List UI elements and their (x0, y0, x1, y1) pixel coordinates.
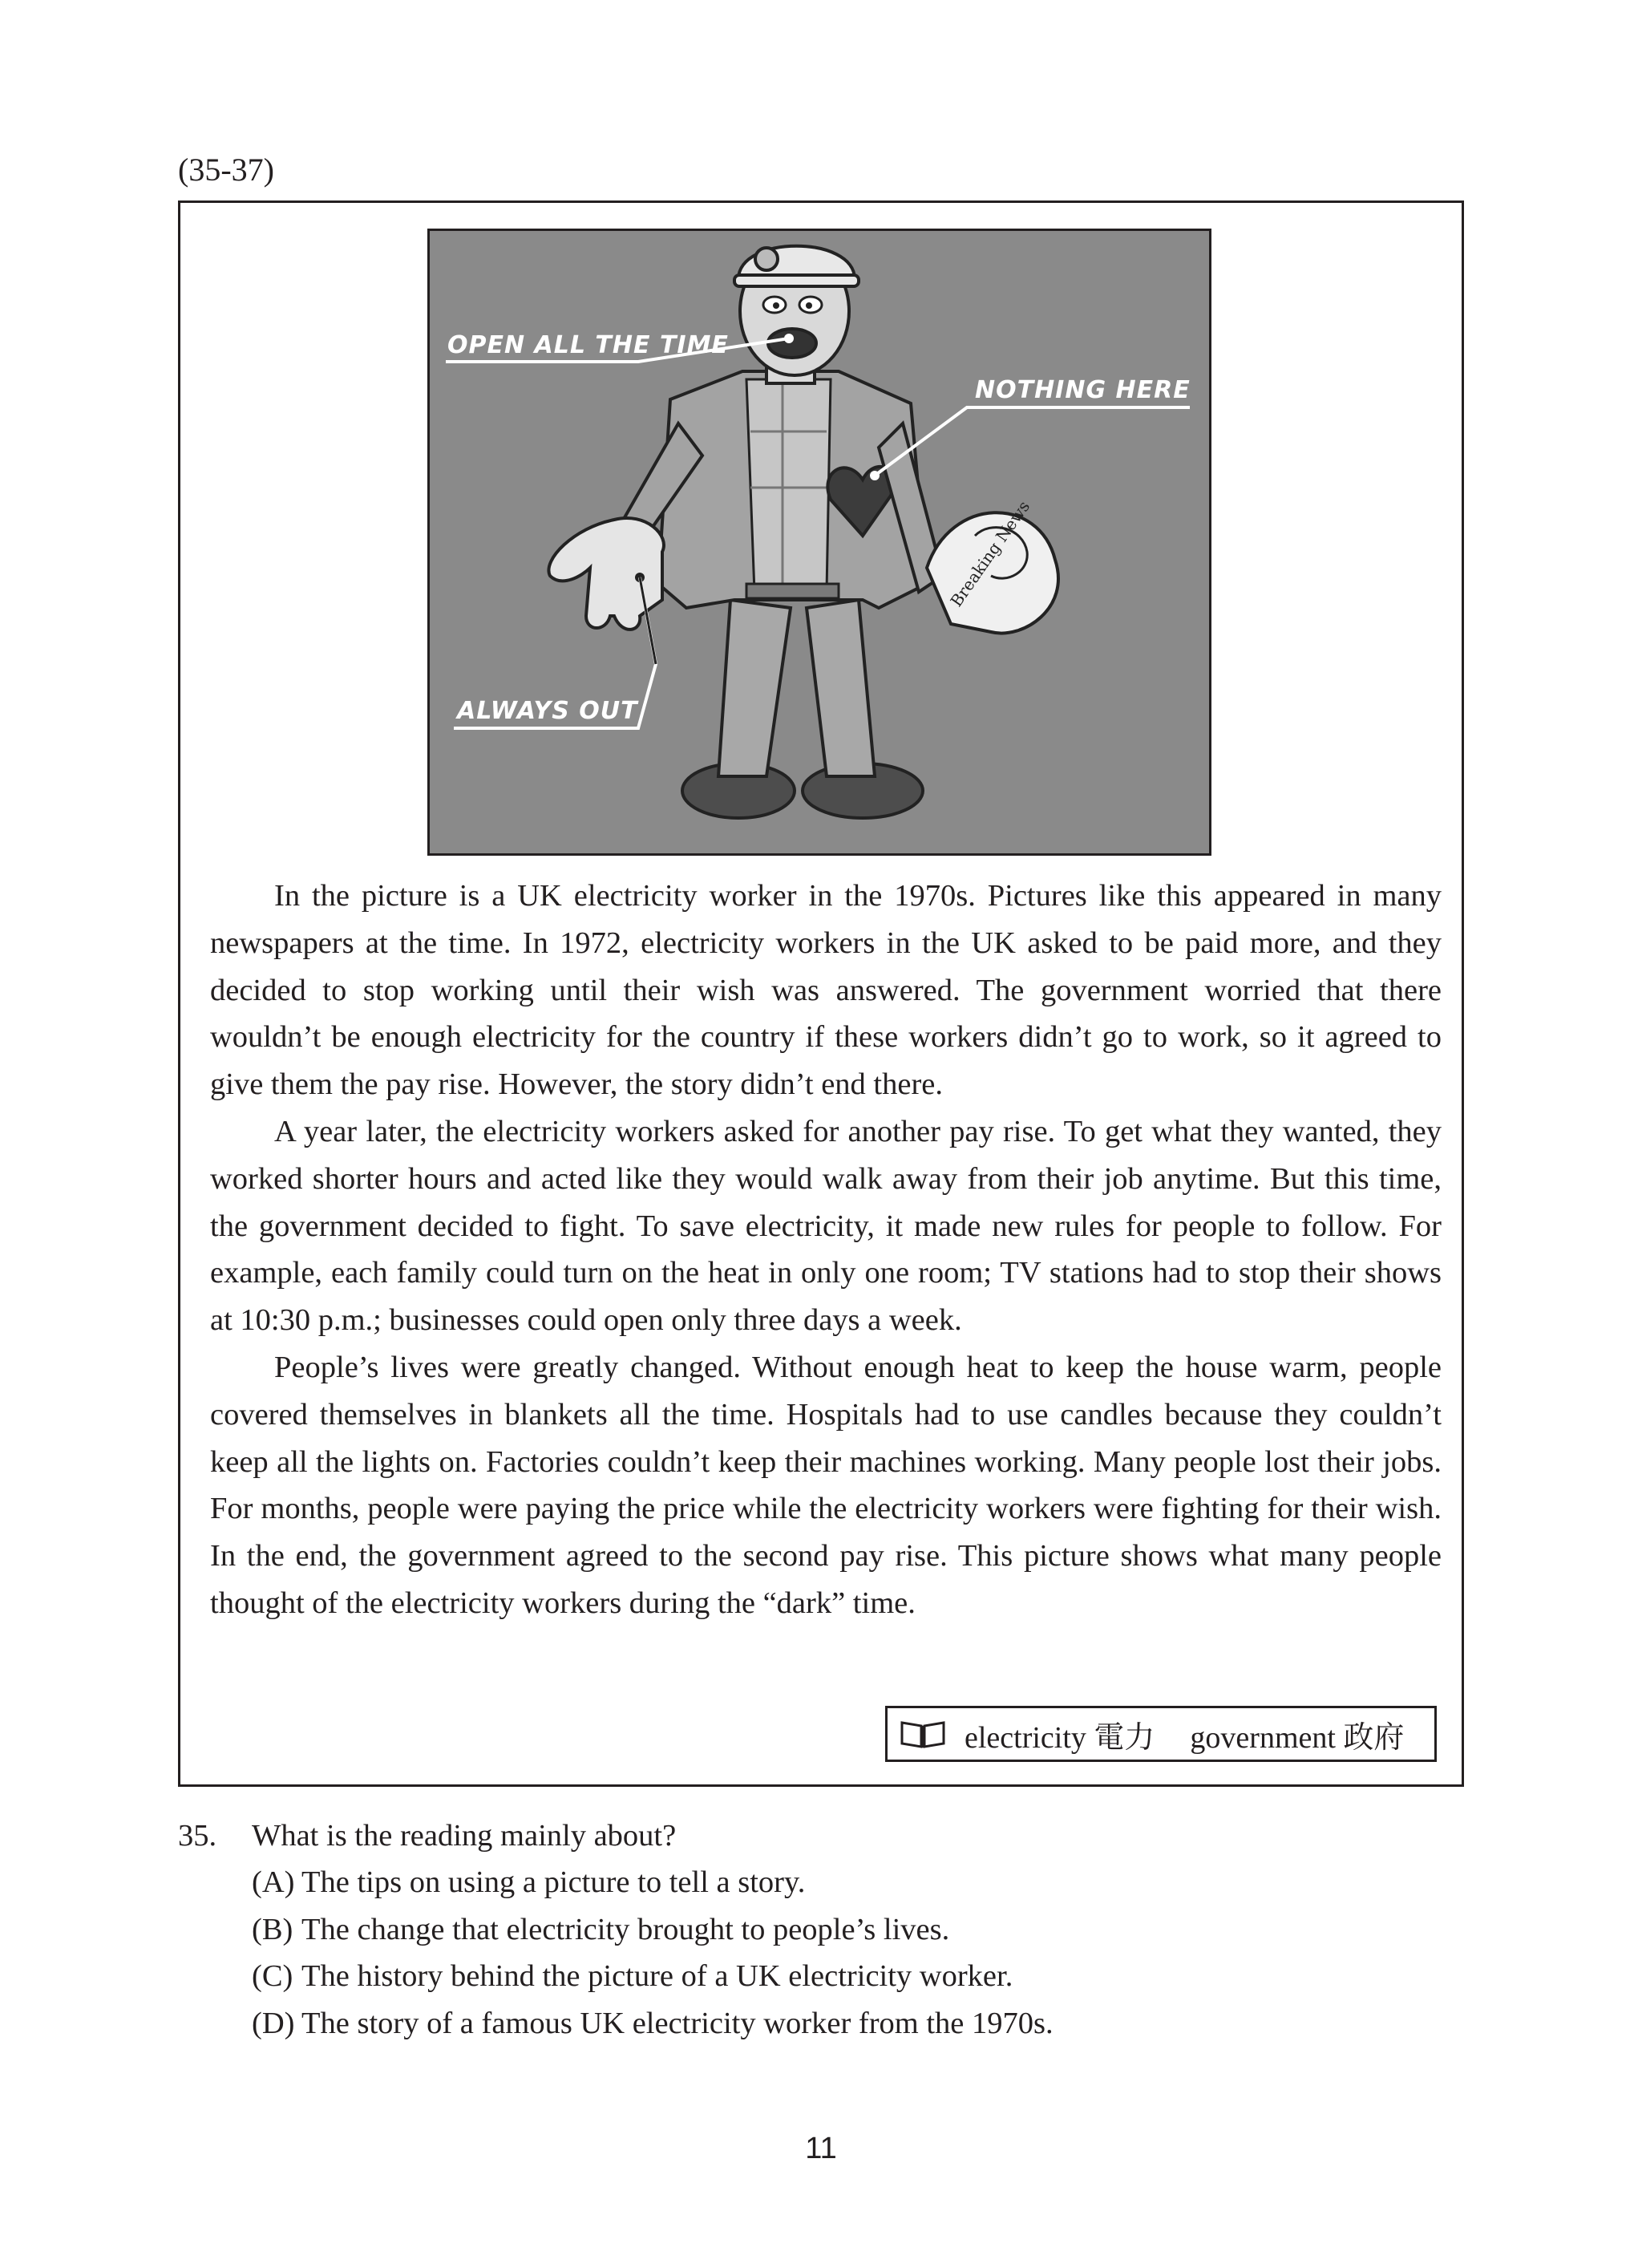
page-number: 11 (805, 2132, 837, 2165)
option-d[interactable] (252, 2000, 1054, 2047)
vocabulary-glossary (885, 1706, 1437, 1762)
option-a[interactable] (252, 1859, 1054, 1906)
book-icon (899, 1718, 947, 1750)
question-range: (35-37) (178, 152, 274, 188)
worker-cartoon-illustration (427, 229, 1211, 856)
option-text: The tips on using a picture to tell a story. (301, 1865, 806, 1899)
option-c[interactable] (252, 1953, 1054, 2000)
question-35 (178, 1812, 676, 1860)
option-text: The change that electricity brought to people’s lives. (301, 1912, 950, 1946)
newspaper-headline: Breaking News (946, 496, 1034, 610)
glossary-term-government: government 政府 (1190, 1720, 1405, 1755)
reading-passage (210, 873, 1442, 1627)
option-text: The story of a famous UK electricity worker from the 1970s. (301, 2006, 1054, 2040)
callout-nothing-here: NOTHING HERE (975, 376, 1191, 404)
answer-options (252, 1859, 1054, 2047)
question-text: What is the reading mainly about? (252, 1819, 677, 1853)
callout-open-all-the-time: OPEN ALL THE TIME (447, 331, 729, 359)
passage-paragraph-1: In the picture is a UK electricity worker in the 1970s. Pictures like this appeared in many newspapers at the time. In 1972, electricity workers in the UK asked to be paid more, and they decided to stop working until their wish was answered. The government worried that there wouldn’t be enough electricity for the country if these workers didn’t go to work, so it agreed to give them the pay rise. However, the story didn’t end there. (210, 879, 1442, 1102)
glossary-term-electricity: electricity 電力 (965, 1720, 1155, 1755)
question-number: 35. (178, 1819, 217, 1853)
option-b[interactable] (252, 1906, 1054, 1954)
passage-paragraph-2: A year later, the electricity workers asked for another pay rise. To get what they wanted, they worked shorter hours and acted like they would walk away from their job anytime. But this time, the government decided to fight. To save electricity, it made new rules for people to follow. For example, each family could turn on the heat in only one room; TV stations had to stop their shows at 10:30 p.m.; businesses could open only three days a week. (210, 1114, 1442, 1338)
callout-always-out: ALWAYS OUT (457, 697, 638, 725)
passage-paragraph-3: People’s lives were greatly changed. Without enough heat to keep the house warm, people covered themselves in blankets all the time. Hospitals had to use candles because they couldn’t keep all the lights on. Factories couldn’t keep their machines working. Many people lost their jobs. For months, people were paying the price while the electricity workers were fighting for their wish. In the end, the government agreed to the second pay rise. This picture shows what many people thought of the electricity workers during the “dark” time. (210, 1350, 1442, 1620)
option-letter: (A) (252, 1865, 295, 1899)
cartoon-electricity-worker-icon (430, 231, 1209, 853)
option-letter: (D) (252, 2006, 295, 2040)
option-letter: (C) (252, 1959, 293, 1993)
option-letter: (B) (252, 1912, 293, 1946)
option-text: The history behind the picture of a UK electricity worker. (301, 1959, 1013, 1993)
